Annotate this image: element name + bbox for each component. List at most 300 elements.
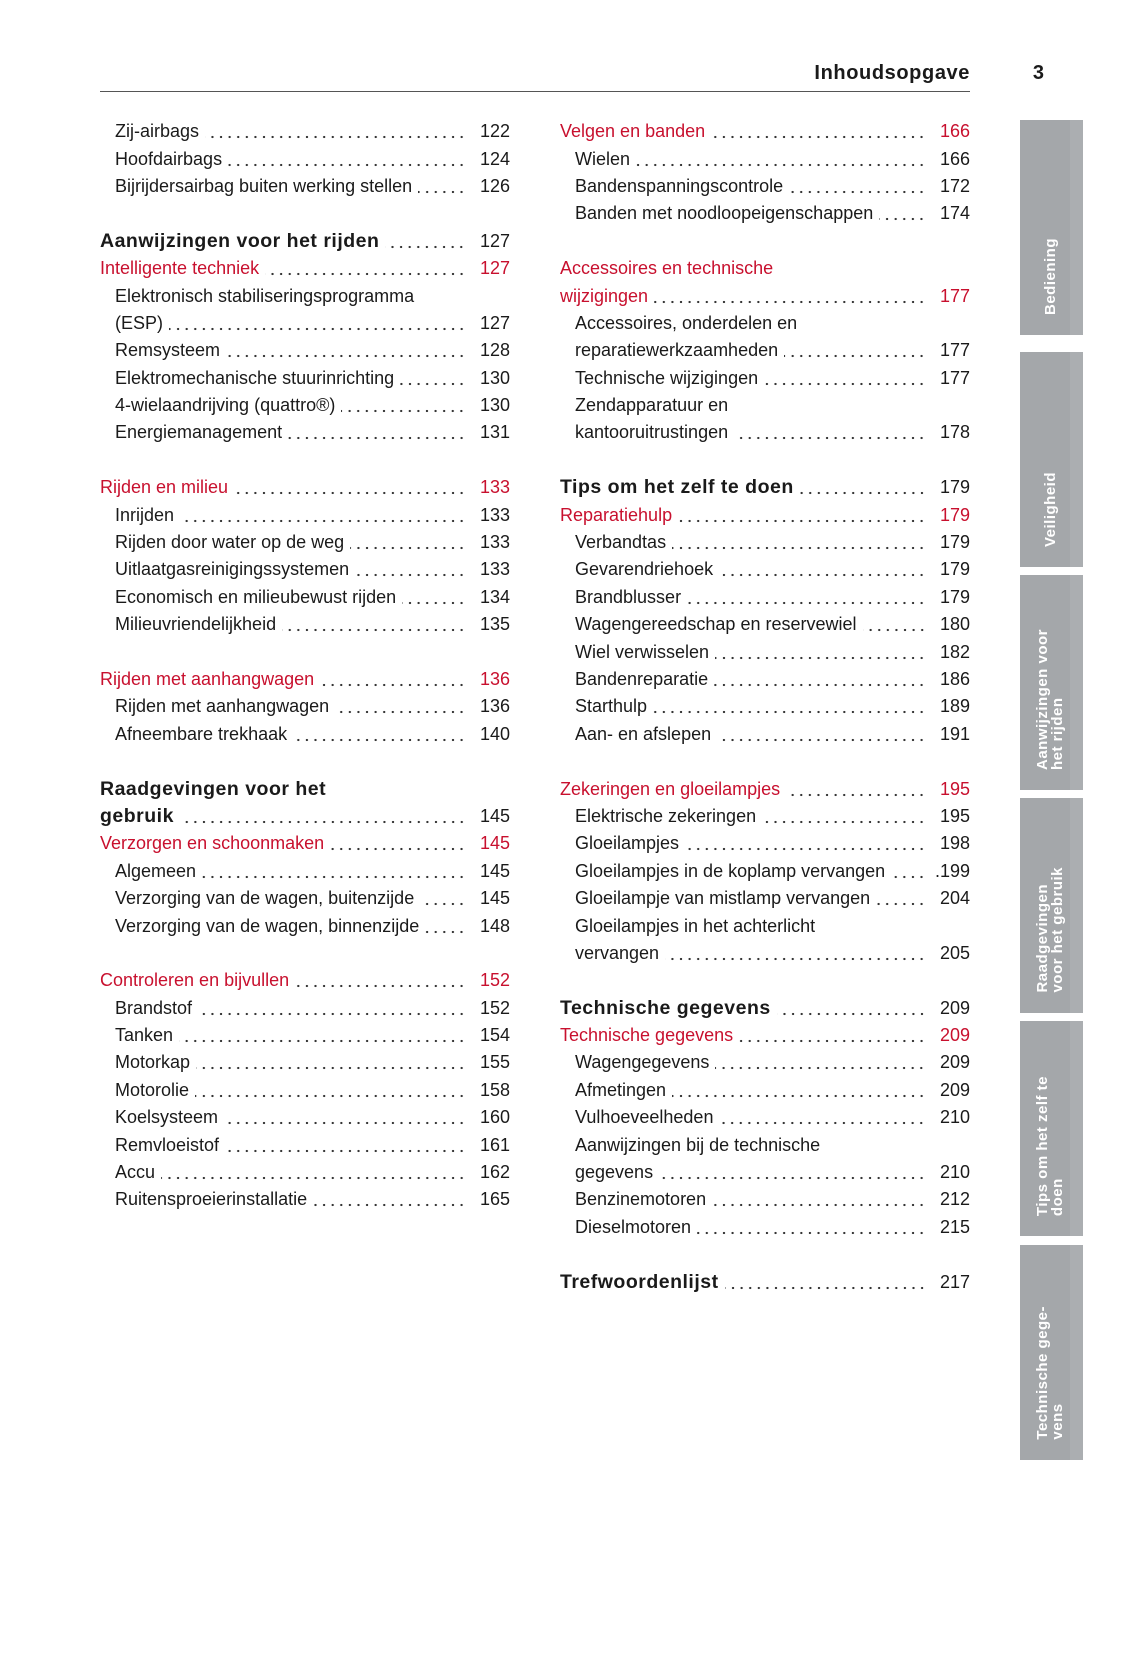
dot-leader bbox=[313, 1186, 466, 1213]
toc-entry-title: Hoofdairbags bbox=[115, 148, 223, 169]
toc-entry-page: 210 bbox=[939, 1107, 970, 1128]
dot-leader bbox=[672, 529, 926, 556]
dot-leader bbox=[180, 803, 466, 830]
dot-leader bbox=[320, 666, 466, 693]
toc-entry[interactable] bbox=[100, 145, 510, 172]
toc-entry-title: Verbandtas bbox=[575, 532, 667, 553]
toc-entry[interactable] bbox=[100, 337, 510, 364]
toc-entry-page: 128 bbox=[479, 340, 510, 361]
toc-entry-page: 215 bbox=[939, 1216, 970, 1237]
toc-entry[interactable] bbox=[100, 1049, 510, 1076]
toc-entry-page: 161 bbox=[479, 1134, 510, 1155]
toc-entry-title: Verzorgen en schoonmaken bbox=[100, 833, 325, 854]
toc-entry[interactable] bbox=[100, 173, 510, 200]
dot-leader bbox=[876, 885, 926, 912]
toc-entry-title: Zekeringen en gloeilampjes bbox=[560, 778, 781, 799]
toc-heading[interactable] bbox=[100, 830, 510, 857]
toc-entry-page: 135 bbox=[479, 614, 510, 635]
toc-entry[interactable] bbox=[560, 1214, 970, 1241]
dot-leader bbox=[653, 693, 926, 720]
toc-entry-page: 165 bbox=[479, 1189, 510, 1210]
toc-entry-title: Remsysteem bbox=[115, 340, 221, 361]
toc-entry-page: 166 bbox=[939, 121, 970, 142]
toc-entry-page: 127 bbox=[479, 230, 510, 251]
toc-entry-title: Dieselmotoren bbox=[575, 1216, 692, 1237]
toc-entry-page: 174 bbox=[939, 203, 970, 224]
dot-leader bbox=[714, 666, 926, 693]
toc-entry[interactable] bbox=[560, 885, 970, 912]
toc-entry-title: Zendapparatuur en bbox=[575, 395, 729, 416]
toc-entry[interactable] bbox=[560, 419, 970, 446]
toc-entry-title: Remvloeistof bbox=[115, 1134, 220, 1155]
spacer bbox=[100, 447, 510, 474]
dot-leader bbox=[293, 721, 466, 748]
toc-entry-title: Aan- en afslepen bbox=[575, 723, 712, 744]
toc-entry[interactable] bbox=[100, 1022, 510, 1049]
dot-leader bbox=[418, 173, 466, 200]
toc-entry-page: 145 bbox=[479, 805, 510, 826]
toc-entry-title: Gloeilampjes in het achterlicht bbox=[575, 915, 816, 936]
toc-heading[interactable] bbox=[560, 1022, 970, 1049]
dot-leader bbox=[863, 611, 927, 638]
toc-entry-page: 130 bbox=[479, 395, 510, 416]
header-divider bbox=[100, 91, 970, 92]
toc-entry-title: 4-wielaandrijving (quattro®) bbox=[115, 395, 336, 416]
toc-entry-page: 209 bbox=[939, 1052, 970, 1073]
toc-entry-title: Raadgevingen voor het bbox=[100, 777, 327, 800]
toc-entry[interactable] bbox=[560, 584, 970, 611]
toc-entry-title: Elektromechanische stuurinrichting bbox=[115, 367, 395, 388]
toc-entry-title: Velgen en banden bbox=[560, 121, 706, 142]
toc-entry-title: Accu bbox=[115, 1162, 156, 1183]
toc-entry-page: 217 bbox=[939, 1271, 970, 1292]
dot-leader bbox=[282, 611, 466, 638]
toc-entry-title: Intelligente techniek bbox=[100, 258, 260, 279]
dot-leader bbox=[879, 200, 926, 227]
toc-entry-page: 198 bbox=[939, 833, 970, 854]
toc-entry[interactable] bbox=[560, 940, 970, 967]
toc-entry[interactable] bbox=[560, 638, 970, 665]
toc-entry-title: Wagengereedschap en reservewiel bbox=[575, 614, 857, 635]
dot-leader bbox=[784, 337, 926, 364]
dot-leader bbox=[678, 502, 926, 529]
toc-entry-title: Afmetingen bbox=[575, 1079, 667, 1100]
toc-heading[interactable] bbox=[560, 474, 970, 501]
dot-leader bbox=[734, 419, 926, 446]
toc-entry-page: 178 bbox=[939, 422, 970, 443]
toc-entry-title: Wagengegevens bbox=[575, 1052, 710, 1073]
dot-leader bbox=[715, 1049, 926, 1076]
toc-entry-page: 148 bbox=[479, 915, 510, 936]
toc-entry-title: Reparatiehulp bbox=[560, 504, 673, 525]
dot-leader bbox=[288, 419, 466, 446]
toc-heading[interactable] bbox=[560, 1268, 970, 1295]
dot-leader bbox=[636, 146, 926, 173]
page-number: 3 bbox=[1032, 62, 1044, 84]
toc-entry-title: Gevarendriehoek bbox=[575, 559, 714, 580]
toc-entry[interactable] bbox=[100, 693, 510, 720]
toc-entry-page: 133 bbox=[479, 477, 510, 498]
toc-entry-title: Motorolie bbox=[115, 1079, 190, 1100]
dot-leader bbox=[198, 995, 466, 1022]
chapter-tab[interactable] bbox=[1020, 1245, 1083, 1460]
toc-entry-page: 122 bbox=[479, 121, 510, 142]
toc-entry[interactable] bbox=[560, 1049, 970, 1076]
toc-entry-page: 179 bbox=[939, 532, 970, 553]
toc-entry-title: reparatiewerkzaamheden bbox=[575, 340, 779, 361]
section-title: Inhoudsopgave bbox=[814, 62, 970, 84]
toc-entry-title: Bandenreparatie bbox=[575, 669, 709, 689]
toc-entry-page: 134 bbox=[479, 586, 510, 607]
toc-entry[interactable] bbox=[100, 611, 510, 638]
dot-leader bbox=[225, 1132, 466, 1159]
chapter-tab-label: Bediening bbox=[1041, 237, 1059, 315]
dot-leader bbox=[665, 940, 926, 967]
dot-leader bbox=[400, 365, 466, 392]
dot-leader bbox=[205, 118, 466, 145]
dot-leader bbox=[697, 1214, 926, 1241]
toc-entry-title: Ruitensproeierinstallatie bbox=[115, 1189, 308, 1210]
toc-entry[interactable] bbox=[560, 173, 970, 200]
toc-entry[interactable] bbox=[100, 365, 510, 392]
toc-entry-title: kantooruitrustingen bbox=[575, 422, 729, 443]
toc-entry-page: 131 bbox=[479, 422, 510, 443]
toc-entry-title: Accessoires en technische bbox=[560, 258, 774, 279]
chapter-tab-label: Raadgevingen voor het gebruik bbox=[1034, 867, 1066, 993]
toc-entry-page: 179 bbox=[939, 586, 970, 607]
toc-entry[interactable] bbox=[100, 501, 510, 528]
dot-leader bbox=[786, 776, 926, 803]
toc-entry-page: 195 bbox=[939, 778, 970, 799]
toc-entry-title: Controleren en bijvullen bbox=[100, 970, 290, 991]
toc-entry-page: 179 bbox=[939, 559, 970, 580]
dot-leader bbox=[789, 173, 926, 200]
dot-leader bbox=[715, 639, 926, 666]
toc-entry[interactable] bbox=[560, 858, 970, 885]
toc-entry-title: Zij-airbags bbox=[115, 121, 200, 142]
toc-entry-title: Afneembare trekhaak bbox=[115, 723, 288, 744]
toc-entry[interactable] bbox=[100, 118, 510, 145]
toc-entry-page: 160 bbox=[479, 1107, 510, 1128]
toc-entry[interactable] bbox=[100, 858, 510, 885]
toc-entry-title: vervangen bbox=[575, 942, 660, 963]
toc-entry-page: 166 bbox=[939, 148, 970, 169]
spacer bbox=[560, 1241, 970, 1268]
toc-entry[interactable] bbox=[560, 721, 970, 748]
dot-leader bbox=[717, 721, 926, 748]
toc-entry-title: Brandblusser bbox=[575, 586, 682, 607]
toc-entry[interactable] bbox=[560, 611, 970, 638]
toc-entry[interactable] bbox=[100, 282, 510, 309]
toc-entry-page: 177 bbox=[939, 285, 970, 306]
toc-entry[interactable] bbox=[100, 556, 510, 583]
toc-heading[interactable] bbox=[560, 118, 970, 145]
toc-entry-page: 152 bbox=[479, 970, 510, 991]
toc-entry[interactable] bbox=[560, 200, 970, 227]
toc-entry[interactable] bbox=[560, 666, 970, 693]
spacer bbox=[100, 748, 510, 775]
toc-entry-title: Aanwijzingen voor het rijden bbox=[100, 229, 380, 252]
dot-leader bbox=[800, 474, 926, 501]
dot-leader bbox=[685, 830, 926, 857]
dot-leader bbox=[169, 310, 466, 337]
dot-leader bbox=[355, 556, 466, 583]
toc-entry-page: 136 bbox=[479, 696, 510, 717]
toc-entry-page: 162 bbox=[479, 1162, 510, 1183]
toc-entry[interactable] bbox=[100, 584, 510, 611]
toc-entry-page: .199 bbox=[934, 860, 970, 881]
toc-entry-title: Motorkap bbox=[115, 1052, 191, 1073]
toc-entry[interactable] bbox=[100, 529, 510, 556]
toc-entry-title: Koelsysteem bbox=[115, 1107, 219, 1128]
chapter-tab[interactable] bbox=[1020, 798, 1083, 1013]
toc-entry-page: 145 bbox=[479, 833, 510, 854]
chapter-tab[interactable] bbox=[1020, 1021, 1083, 1236]
toc-entry-page: 130 bbox=[479, 367, 510, 388]
dot-leader bbox=[234, 474, 466, 501]
dot-leader bbox=[228, 146, 466, 173]
toc-entry[interactable] bbox=[560, 365, 970, 392]
toc-heading[interactable] bbox=[560, 282, 970, 309]
dot-leader bbox=[762, 803, 926, 830]
toc-entry-title: Verzorging van de wagen, buitenzijde bbox=[115, 888, 415, 909]
toc-entry-title: Bandenspanningscontrole bbox=[575, 175, 784, 196]
toc-entry[interactable] bbox=[560, 1186, 970, 1213]
toc-entry[interactable] bbox=[560, 1077, 970, 1104]
toc-entry[interactable] bbox=[560, 337, 970, 364]
toc-entry-title: Benzinemotoren bbox=[575, 1189, 707, 1210]
toc-entry[interactable] bbox=[560, 830, 970, 857]
dot-leader bbox=[687, 584, 926, 611]
spacer bbox=[100, 940, 510, 967]
toc-heading[interactable] bbox=[560, 995, 970, 1022]
toc-heading[interactable] bbox=[100, 255, 510, 282]
toc-entry-title: Algemeen bbox=[115, 860, 197, 881]
toc-entry-page: 180 bbox=[939, 614, 970, 635]
chapter-tab-label: Aanwijzingen voor het rijden bbox=[1034, 628, 1066, 770]
toc-heading[interactable] bbox=[560, 501, 970, 528]
toc-entry-title: Gloeilampje van mistlamp vervangen bbox=[575, 888, 871, 909]
dot-leader bbox=[180, 502, 466, 529]
dot-leader bbox=[265, 255, 466, 282]
toc-left-column bbox=[100, 118, 510, 1214]
toc-entry-title: Rijden met aanhangwagen bbox=[115, 696, 330, 717]
toc-entry-title: Gloeilampjes bbox=[575, 833, 680, 854]
toc-entry-page: 204 bbox=[939, 888, 970, 909]
dot-leader bbox=[739, 1022, 926, 1049]
toc-entry[interactable] bbox=[100, 419, 510, 446]
dot-leader bbox=[224, 1104, 466, 1131]
toc-entry[interactable] bbox=[560, 310, 970, 337]
dot-leader bbox=[719, 556, 926, 583]
toc-entry[interactable] bbox=[560, 693, 970, 720]
toc-entry-title: Rijden en milieu bbox=[100, 477, 229, 498]
toc-entry-page: 177 bbox=[939, 367, 970, 388]
dot-leader bbox=[161, 1159, 466, 1186]
toc-entry-page: 186 bbox=[939, 669, 970, 689]
toc-entry[interactable] bbox=[100, 885, 510, 912]
dot-leader bbox=[335, 693, 466, 720]
dot-leader bbox=[350, 529, 466, 556]
dot-leader bbox=[777, 995, 926, 1022]
toc-heading[interactable] bbox=[560, 775, 970, 802]
chapter-tab[interactable] bbox=[1020, 120, 1083, 335]
toc-entry-title: wijzigingen bbox=[560, 285, 649, 306]
toc-entry[interactable] bbox=[560, 1104, 970, 1131]
toc-entry-page: 209 bbox=[939, 1079, 970, 1100]
dot-leader bbox=[330, 830, 466, 857]
toc-entry-title: Elektrische zekeringen bbox=[575, 805, 757, 826]
toc-entry-page: 133 bbox=[479, 532, 510, 553]
toc-entry-page: 182 bbox=[939, 641, 970, 662]
toc-entry-title: Aanwijzingen bij de technische bbox=[575, 1134, 821, 1155]
toc-entry-title: Bijrijdersairbag buiten werking stellen bbox=[115, 175, 413, 196]
spacer bbox=[560, 748, 970, 775]
chapter-tab-label: Veiligheid bbox=[1041, 471, 1059, 547]
toc-entry-page: 127 bbox=[479, 312, 510, 333]
spacer bbox=[100, 200, 510, 227]
toc-entry-title: Technische gegevens bbox=[560, 996, 771, 1019]
toc-entry[interactable] bbox=[100, 1159, 510, 1186]
spacer bbox=[560, 228, 970, 255]
dot-leader bbox=[402, 584, 466, 611]
toc-entry-page: 191 bbox=[939, 723, 970, 744]
dot-leader bbox=[196, 1049, 466, 1076]
chapter-tab-label: Tips om het zelf te doen bbox=[1034, 1075, 1066, 1216]
dot-leader bbox=[385, 228, 466, 255]
toc-entry-title: Economisch en milieubewust rijden bbox=[115, 586, 397, 607]
toc-entry-title: Elektronisch stabiliseringsprogramma bbox=[115, 285, 415, 306]
dot-leader bbox=[179, 1022, 466, 1049]
dot-leader bbox=[295, 967, 466, 994]
toc-entry-title: Accessoires, onderdelen en bbox=[575, 312, 798, 333]
toc-entry-page: 209 bbox=[939, 997, 970, 1018]
toc-entry[interactable] bbox=[100, 1131, 510, 1158]
dot-leader bbox=[226, 337, 466, 364]
toc-heading[interactable] bbox=[100, 474, 510, 501]
toc-entry-title: Tanken bbox=[115, 1025, 174, 1046]
toc-entry-title: Starthulp bbox=[575, 696, 648, 717]
toc-entry[interactable] bbox=[100, 721, 510, 748]
toc-entry-page: 136 bbox=[479, 669, 510, 689]
chapter-tab[interactable] bbox=[1020, 575, 1083, 790]
dot-leader bbox=[891, 858, 926, 885]
toc-heading[interactable] bbox=[100, 967, 510, 994]
toc-entry[interactable] bbox=[560, 803, 970, 830]
toc-entry-title: Inrijden bbox=[115, 504, 175, 525]
toc-entry-title: Tips om het zelf te doen bbox=[560, 476, 794, 499]
toc-entry-page: 127 bbox=[479, 258, 510, 279]
toc-entry-page: 133 bbox=[479, 559, 510, 580]
toc-entry-page: 145 bbox=[479, 860, 510, 881]
toc-entry-page: 152 bbox=[479, 997, 510, 1018]
toc-entry[interactable] bbox=[560, 912, 970, 939]
toc-entry-page: 177 bbox=[939, 340, 970, 361]
toc-entry[interactable] bbox=[100, 392, 510, 419]
spacer bbox=[560, 447, 970, 474]
toc-entry-title: (ESP) bbox=[115, 312, 164, 333]
toc-entry-page: 189 bbox=[939, 696, 970, 717]
dot-leader bbox=[719, 1104, 926, 1131]
toc-entry-title: Technische wijzigingen bbox=[575, 367, 759, 388]
toc-entry-title: Wiel verwisselen bbox=[575, 641, 710, 662]
toc-entry-title: Milieuvriendelijkheid bbox=[115, 614, 277, 635]
toc-heading[interactable] bbox=[100, 666, 510, 693]
toc-entry-page: 133 bbox=[479, 504, 510, 525]
chapter-tab-label: Technische gege- vens bbox=[1034, 1306, 1066, 1440]
toc-heading[interactable] bbox=[100, 775, 510, 802]
toc-entry-page: 145 bbox=[479, 888, 510, 909]
dot-leader bbox=[420, 885, 466, 912]
toc-entry-title: Banden met noodloopeigenschappen bbox=[575, 203, 874, 224]
toc-entry-page: 124 bbox=[479, 148, 510, 169]
dot-leader bbox=[202, 858, 466, 885]
toc-entry-title: Energiemanagement bbox=[115, 422, 283, 443]
toc-heading[interactable] bbox=[100, 803, 510, 830]
toc-entry[interactable] bbox=[100, 995, 510, 1022]
toc-entry-page: 140 bbox=[479, 723, 510, 744]
toc-entry[interactable] bbox=[100, 1077, 510, 1104]
toc-entry-title: Uitlaatgasreinigingssystemen bbox=[115, 559, 350, 580]
toc-entry-page: 172 bbox=[939, 175, 970, 196]
toc-entry-page: 126 bbox=[479, 175, 510, 196]
toc-entry[interactable] bbox=[560, 392, 970, 419]
toc-entry[interactable] bbox=[100, 1104, 510, 1131]
dot-leader bbox=[425, 913, 466, 940]
toc-entry-title: gebruik bbox=[100, 804, 174, 827]
toc-entry-page: 210 bbox=[939, 1162, 970, 1183]
dot-leader bbox=[341, 392, 466, 419]
toc-heading[interactable] bbox=[100, 228, 510, 255]
toc-entry[interactable] bbox=[560, 529, 970, 556]
dot-leader bbox=[672, 1077, 926, 1104]
toc-entry-title: Brandstof bbox=[115, 997, 193, 1018]
toc-entry[interactable] bbox=[560, 556, 970, 583]
toc-entry-page: 195 bbox=[939, 805, 970, 826]
toc-entry[interactable] bbox=[560, 145, 970, 172]
dot-leader bbox=[711, 118, 926, 145]
toc-entry-page: 158 bbox=[479, 1079, 510, 1100]
chapter-tab[interactable] bbox=[1020, 352, 1083, 567]
toc-entry[interactable] bbox=[560, 1159, 970, 1186]
toc-entry-title: gegevens bbox=[575, 1162, 654, 1183]
toc-entry-page: 155 bbox=[479, 1052, 510, 1073]
toc-entry-title: Rijden met aanhangwagen bbox=[100, 669, 315, 689]
toc-entry-page: 154 bbox=[479, 1025, 510, 1046]
dot-leader bbox=[712, 1186, 926, 1213]
toc-entry[interactable] bbox=[100, 310, 510, 337]
dot-leader bbox=[195, 1077, 466, 1104]
toc-entry-page: 209 bbox=[939, 1025, 970, 1046]
toc-entry[interactable] bbox=[560, 1131, 970, 1158]
toc-entry-title: Trefwoordenlijst bbox=[560, 1270, 719, 1293]
toc-entry-title: Gloeilampjes in de koplamp vervangen bbox=[575, 860, 886, 881]
toc-entry-page: 205 bbox=[939, 942, 970, 963]
toc-entry-title: Technische gegevens bbox=[560, 1025, 734, 1046]
toc-entry-title: Vulhoeveelheden bbox=[575, 1107, 714, 1128]
toc-heading[interactable] bbox=[560, 255, 970, 282]
dot-leader bbox=[659, 1159, 926, 1186]
spacer bbox=[560, 967, 970, 994]
toc-entry[interactable] bbox=[100, 1186, 510, 1213]
toc-entry-page: 179 bbox=[939, 477, 970, 498]
spacer bbox=[100, 638, 510, 665]
toc-entry[interactable] bbox=[100, 912, 510, 939]
toc-entry-page: 179 bbox=[939, 504, 970, 525]
toc-right-column bbox=[560, 118, 970, 1296]
dot-leader bbox=[725, 1269, 926, 1296]
dot-leader bbox=[654, 283, 926, 310]
